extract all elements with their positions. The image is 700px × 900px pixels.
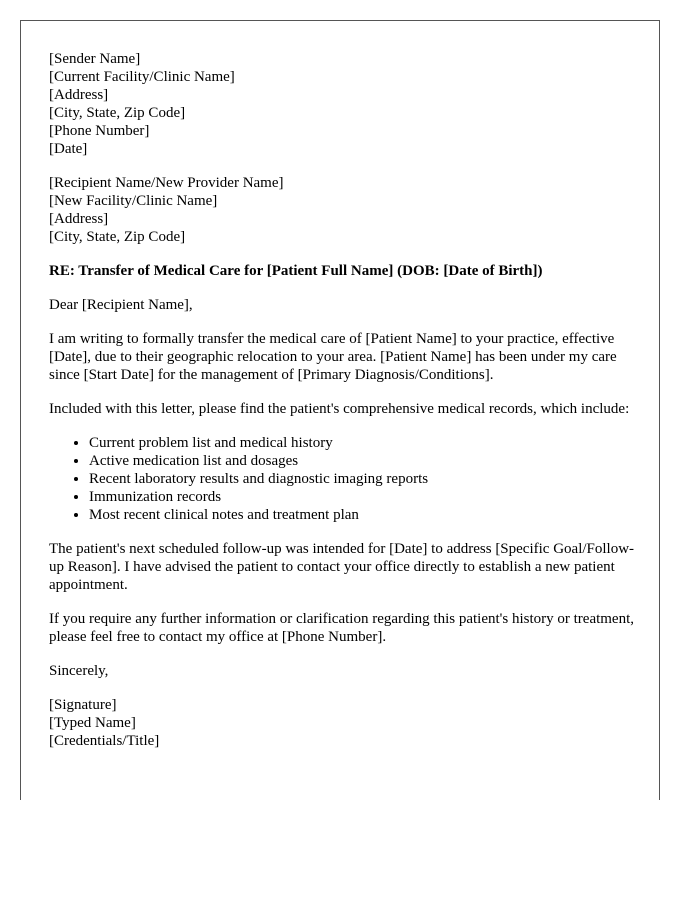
sender-name: [Sender Name] [49,51,141,67]
list-item: • Immunization records [89,488,639,506]
letter-date: [Date] [49,141,88,157]
recipient-block [49,174,639,246]
recipient-facility: [New Facility/Clinic Name] [49,193,218,209]
recipient-city-state-zip: [City, State, Zip Code] [49,229,186,245]
sender-phone: [Phone Number] [49,123,150,139]
letter-page [20,20,660,800]
sender-facility: [Current Facility/Clinic Name] [49,69,235,85]
typed-name: [Typed Name] [49,715,136,731]
body-paragraph-3: The patient's next scheduled follow-up was intended for [Date] to address [Specific Goal/Follow-up Reason]. I have advised the patient to contact your office directly to establish a new patient appointment. [49,541,635,593]
records-list [49,434,639,524]
letter-content [49,50,639,750]
body-paragraph-1: I am writing to formally transfer the medical care of [Patient Name] to your practice, effective [Date], due to their geographic relocation to your area. [Patient Name] has been under my care since [Start Date] for the management of [Primary Diagnosis/Conditions]. [49,331,617,383]
subject-line: RE: Transfer of Medical Care for [Patient Full Name] (DOB: [Date of Birth]) [49,263,543,279]
credentials: [Credentials/Title] [49,733,160,749]
sender-address: [Address] [49,87,109,103]
list-item: • Recent laboratory results and diagnostic imaging reports [89,470,639,488]
recipient-address: [Address] [49,211,109,227]
sender-block [49,50,639,158]
list-item: • Current problem list and medical history [89,434,639,452]
salutation: Dear [Recipient Name], [49,297,193,313]
list-item: • Most recent clinical notes and treatment plan [89,506,639,524]
body-paragraph-2: Included with this letter, please find the patient's comprehensive medical records, which include: [49,401,630,417]
signature-block [49,696,639,750]
recipient-name: [Recipient Name/New Provider Name] [49,175,284,191]
signature: [Signature] [49,697,117,713]
body-paragraph-4: If you require any further information or clarification regarding this patient's history or treatment, please feel free to contact my office at [Phone Number]. [49,611,635,645]
sender-city-state-zip: [City, State, Zip Code] [49,105,186,121]
closing: Sincerely, [49,663,109,679]
list-item: • Active medication list and dosages [89,452,639,470]
